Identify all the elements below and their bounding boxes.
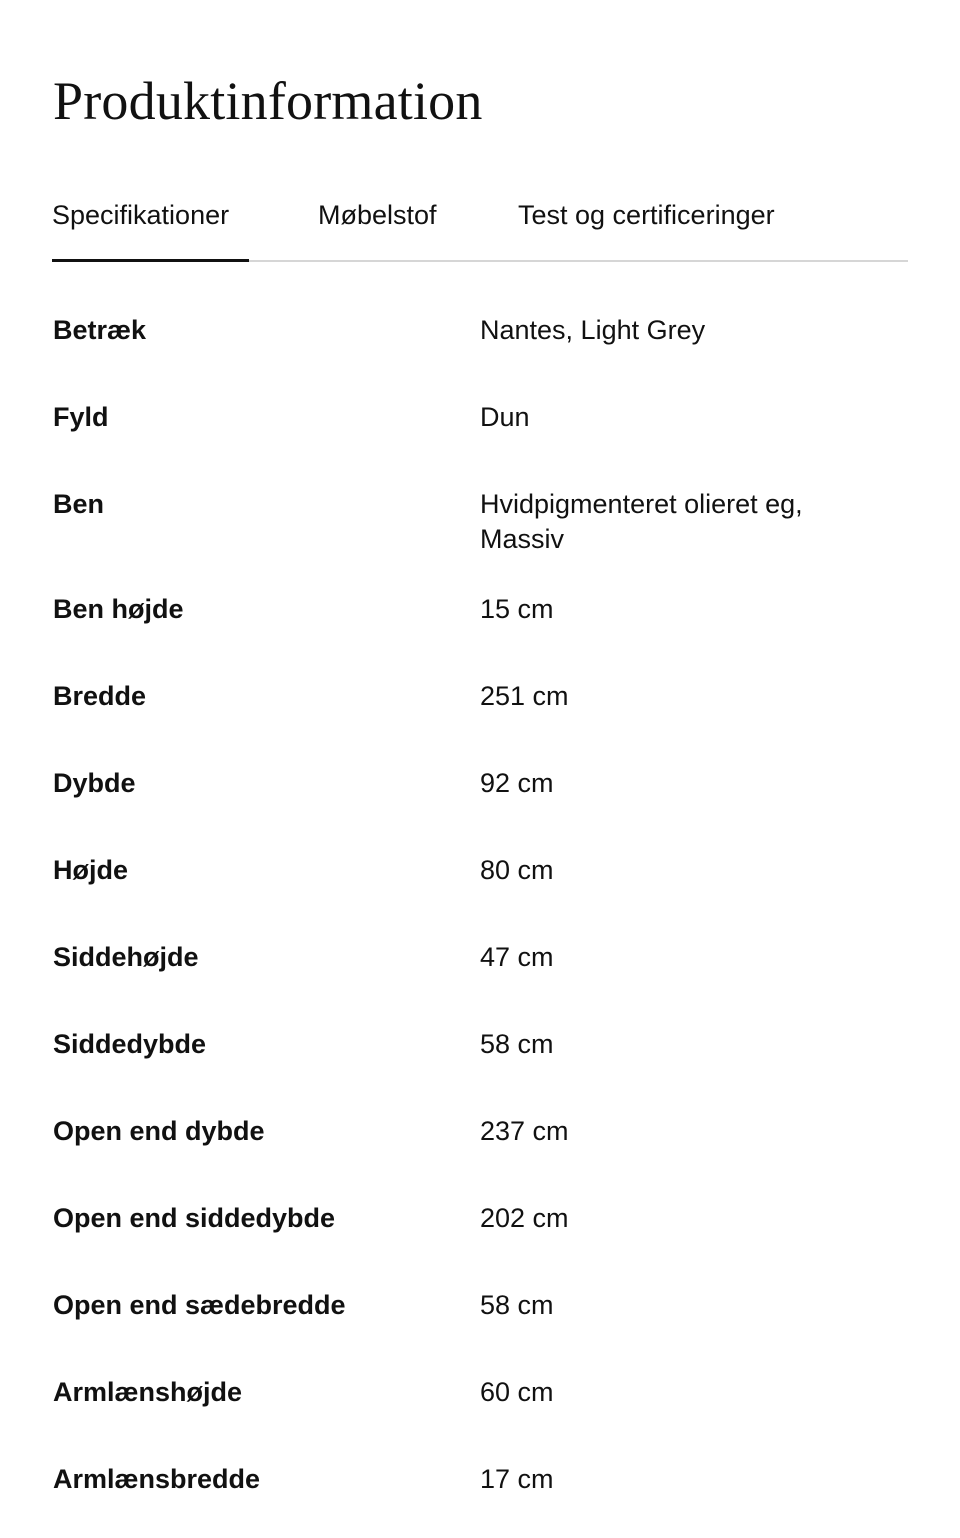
spec-label: Siddehøjde bbox=[53, 942, 199, 972]
spec-label: Armlænsbredde bbox=[53, 1464, 261, 1494]
page-title: Produktinformation bbox=[53, 71, 483, 131]
spec-row-armlaensbredde bbox=[53, 1445, 909, 1532]
spec-value: 80 cm bbox=[480, 855, 554, 885]
spec-row-open-end-saedebredde bbox=[53, 1271, 909, 1358]
spec-value: 251 cm bbox=[480, 681, 569, 711]
spec-row-open-end-siddedybde bbox=[53, 1184, 909, 1271]
spec-value: 58 cm bbox=[480, 1029, 554, 1059]
tab-specifikationer[interactable]: Specifikationer bbox=[52, 200, 230, 230]
active-tab-indicator bbox=[52, 259, 249, 262]
spec-label: Bredde bbox=[53, 681, 147, 711]
spec-row-dybde bbox=[53, 749, 909, 836]
spec-label: Fyld bbox=[53, 402, 109, 432]
spec-label: Ben bbox=[53, 489, 105, 519]
spec-label: Betræk bbox=[53, 315, 147, 345]
tab-test-og-certificeringer[interactable]: Test og certificeringer bbox=[518, 200, 775, 230]
spec-row-fyld bbox=[53, 383, 909, 470]
spec-row-ben bbox=[53, 470, 909, 575]
spec-row-ben-hojde bbox=[53, 575, 909, 662]
spec-value: 47 cm bbox=[480, 942, 554, 972]
spec-value: Nantes, Light Grey bbox=[480, 315, 706, 345]
spec-row-open-end-dybde bbox=[53, 1097, 909, 1184]
spec-value: Dun bbox=[480, 402, 530, 432]
spec-value: 237 cm bbox=[480, 1116, 569, 1146]
spec-row-hojde bbox=[53, 836, 909, 923]
spec-value: 202 cm bbox=[480, 1203, 569, 1233]
spec-value: 92 cm bbox=[480, 768, 554, 798]
spec-label: Open end sædebredde bbox=[53, 1290, 346, 1320]
product-info-tabs bbox=[52, 186, 908, 262]
spec-row-siddehojde bbox=[53, 923, 909, 1010]
spec-value: 15 cm bbox=[480, 594, 554, 624]
spec-value: 17 cm bbox=[480, 1464, 554, 1494]
spec-label: Siddedybde bbox=[53, 1029, 207, 1059]
spec-label: Ben højde bbox=[53, 594, 184, 624]
spec-table bbox=[53, 296, 909, 1532]
spec-row-betraek bbox=[53, 296, 909, 383]
spec-row-armlaenshojde bbox=[53, 1358, 909, 1445]
spec-value: Hvidpigmenteret olieret eg, Massiv bbox=[480, 489, 803, 554]
spec-value: 58 cm bbox=[480, 1290, 554, 1320]
spec-row-bredde bbox=[53, 662, 909, 749]
spec-label: Dybde bbox=[53, 768, 136, 798]
spec-value: 60 cm bbox=[480, 1377, 554, 1407]
spec-label: Open end dybde bbox=[53, 1116, 265, 1146]
spec-label: Armlænshøjde bbox=[53, 1377, 243, 1407]
tab-mobelstof[interactable]: Møbelstof bbox=[318, 200, 437, 230]
spec-row-siddedybde bbox=[53, 1010, 909, 1097]
spec-label: Open end siddedybde bbox=[53, 1203, 336, 1233]
spec-label: Højde bbox=[53, 855, 129, 885]
